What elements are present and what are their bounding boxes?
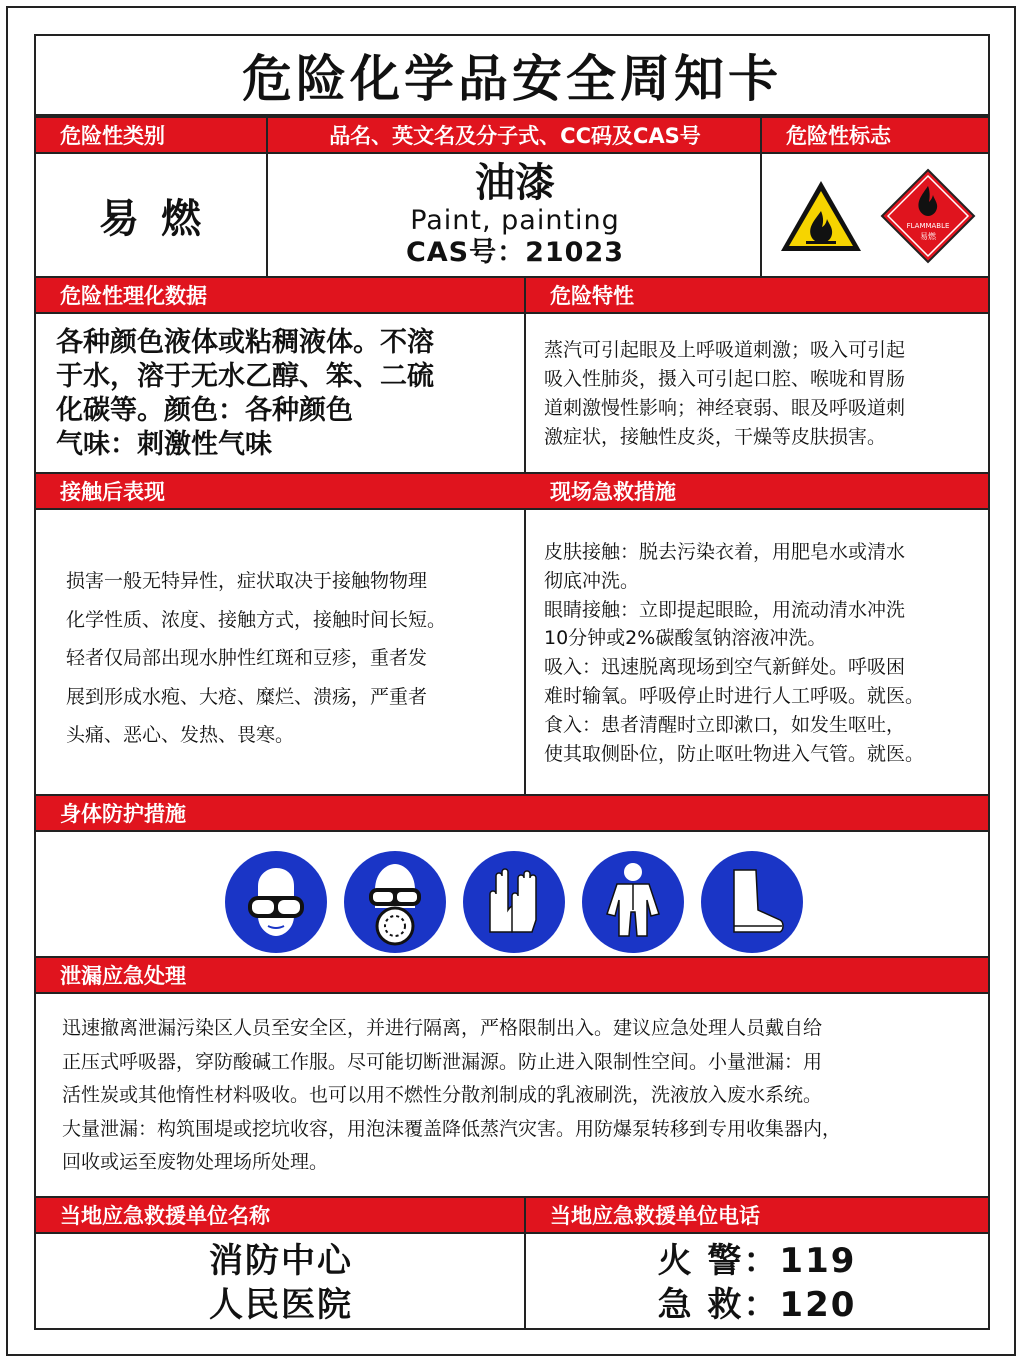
physchem-header: 危险性理化数据 — [36, 276, 526, 314]
leak-line: 正压式呼吸器，穿防酸碱工作服。尽可能切断泄漏源。防止进入限制性空间。小量泄漏：用 — [62, 1050, 823, 1073]
exposure-line: 损害一般无特异性，症状取决于接触物物理 — [66, 570, 428, 592]
exposure-line: 化学性质、浓度、接触方式，接触时间长短。 — [66, 608, 447, 631]
hazard-char-header: 危险特性 — [526, 276, 988, 314]
first-aid-text — [544, 538, 988, 768]
diamond-label-cn: 易燃 — [920, 232, 936, 241]
leak-line: 迅速撤离泄漏污染区人员至安全区，并进行隔离，严格限制出入。建议应急处理人员戴自给 — [62, 1017, 823, 1039]
emergency-phone-header: 当地应急救援单位电话 — [526, 1196, 988, 1234]
physchem-line: 于水，溶于无水乙醇、笨、二硫 — [56, 361, 434, 392]
boots-icon — [700, 850, 804, 954]
exposure-header: 接触后表现 — [36, 472, 526, 510]
flammable-warning-triangle-icon — [778, 177, 864, 255]
first-aid-line: 使其取侧卧位，防止呕吐物进入气管。就医。 — [544, 742, 925, 765]
first-aid-line: 彻底冲洗。 — [544, 569, 640, 592]
hazard-sign-header: 危险性标志 — [762, 116, 988, 154]
first-aid-line: 吸入：迅速脱离现场到空气新鲜处。呼吸困 — [544, 656, 906, 679]
hazard-signs — [778, 170, 978, 262]
leak-header: 泄漏应急处理 — [36, 956, 988, 994]
first-aid-line: 难时输氧。呼吸停止时进行人工呼吸。就医。 — [544, 684, 925, 707]
physchem-text — [56, 326, 516, 462]
physchem-line: 化碳等。颜色：各种颜色 — [56, 395, 353, 426]
physchem-line: 气味：刺激性气味 — [56, 429, 272, 460]
product-name-cn: 油漆 — [475, 160, 555, 206]
hazard-class-header: 危险性类别 — [36, 116, 268, 154]
product-cas: CAS号：21023 — [405, 237, 625, 268]
exposure-line: 展到形成水疱、大疮、糜烂、溃疡，严重者 — [66, 685, 428, 708]
exposure-line: 头痛、恶心、发热、畏寒。 — [66, 724, 295, 746]
leak-line: 大量泄漏：构筑围堤或挖坑收容，用泡沫覆盖降低蒸汽灾害。用防爆泵转移到专用收集器内， — [62, 1117, 842, 1140]
emergency-unit: 人民医院 — [209, 1285, 353, 1325]
emergency-unit: 消防中心 — [209, 1241, 353, 1281]
product-name-en: Paint, painting — [410, 205, 620, 236]
hazard-class-value: 易 燃 — [99, 195, 205, 242]
diamond-label-en: FLAMMABLE — [906, 222, 950, 230]
first-aid-line: 眼睛接触：立即提起眼睑，用流动清水冲洗 — [544, 598, 906, 621]
protection-icons — [224, 848, 804, 956]
safety-card — [34, 34, 990, 1330]
emergency-phone: 急 救：120 — [657, 1285, 857, 1325]
leak-line: 活性炭或其他惰性材料吸收。也可以用不燃性分散剂制成的乳液刷洗，洗液放入废水系统。 — [62, 1084, 823, 1106]
flammable-diamond-icon — [880, 168, 976, 264]
emergency-units — [36, 1238, 526, 1328]
hazard-char-line: 蒸汽可引起眼及上呼吸道刺激；吸入可引起 — [544, 339, 906, 361]
leak-text — [62, 1012, 982, 1180]
exposure-text — [66, 562, 518, 755]
first-aid-line: 10分钟或2%碳酸氢钠溶液冲洗。 — [544, 627, 827, 650]
first-aid-line: 皮肤接触：脱去污染衣着，用肥皂水或清水 — [544, 541, 906, 563]
physchem-line: 各种颜色液体或粘稠液体。不溶 — [56, 327, 434, 358]
first-aid-line: 食入：患者清醒时立即漱口，如发生呕吐， — [544, 713, 906, 736]
emergency-phones — [526, 1238, 988, 1328]
emergency-phone: 火 警：119 — [657, 1241, 857, 1281]
protection-header: 身体防护措施 — [36, 794, 988, 832]
hazard-char-text — [544, 336, 982, 452]
goggles-icon — [224, 850, 328, 954]
page-title: 危险化学品安全周知卡 — [36, 36, 988, 116]
hazard-char-line: 激症状，接触性皮炎，干燥等皮肤损害。 — [544, 426, 887, 448]
hazard-char-line: 道刺激慢性影响；神经衰弱、眼及呼吸道刺 — [544, 397, 906, 419]
protective-suit-icon — [581, 850, 685, 954]
respirator-icon — [343, 850, 447, 954]
first-aid-header: 现场急救措施 — [526, 472, 988, 510]
leak-line: 回收或运至废物处理场所处理。 — [62, 1151, 329, 1173]
emergency-unit-header: 当地应急救援单位名称 — [36, 1196, 526, 1234]
product-info — [268, 154, 762, 276]
exposure-line: 轻者仅局部出现水肿性红斑和豆疹，重者发 — [66, 647, 428, 669]
hazard-char-line: 吸入性肺炎，摄入可引起口腔、喉咙和胃肠 — [544, 368, 906, 390]
name-info-header: 品名、英文名及分子式、CC码及CAS号 — [268, 116, 762, 154]
gloves-icon — [462, 850, 566, 954]
